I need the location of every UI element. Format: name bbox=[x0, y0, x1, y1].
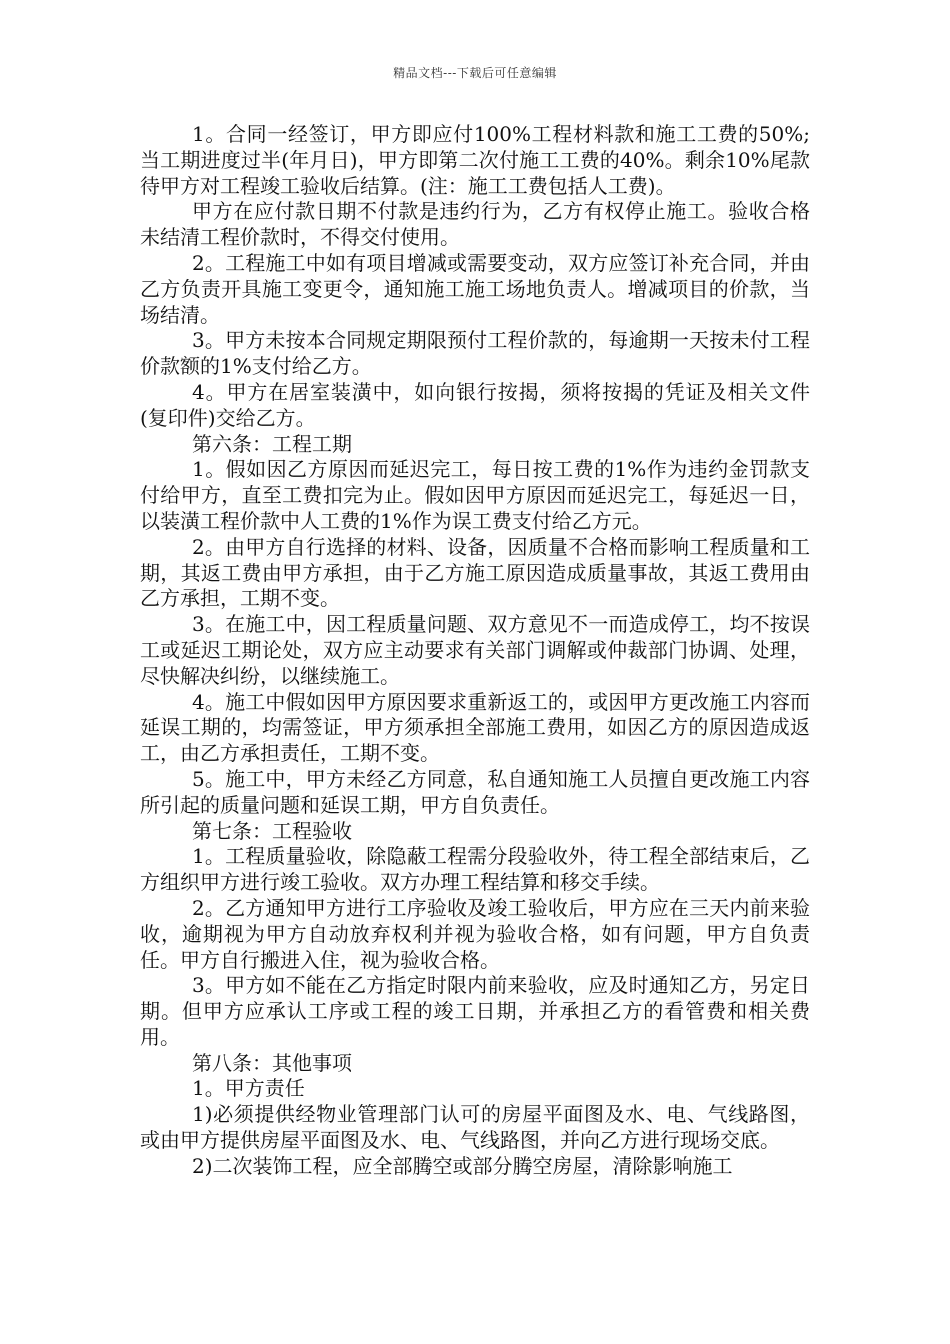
paragraph-schedule-2: 2。由甲方自行选择的材料、设备，因质量不合格而影响工程质量和工期，其返工费由甲方承担，由于乙方施工原因造成质量事故，其返工费用由乙方承担，工期不变。 bbox=[140, 534, 810, 611]
section-heading-8: 第八条：其他事项 bbox=[192, 1050, 352, 1075]
paragraph-party-a-1: 1)必须提供经物业管理部门认可的房屋平面图及水、电、气线路图，或由甲方提供房屋平面图及水、电、气线路图，并向乙方进行现场交底。 bbox=[140, 1102, 810, 1153]
paragraph-payment-default: 甲方在应付款日期不付款是违约行为，乙方有权停止施工。验收合格未结清工程价款时，不得交付使用。 bbox=[140, 199, 810, 250]
paragraph-schedule-3: 3。在施工中，因工程质量问题、双方意见不一而造成停工，均不按误工或延迟工期论处，双方应主动要求有关部门调解或仲裁部门协调、处理，尽快解决纠纷，以继续施工。 bbox=[140, 612, 810, 688]
paragraph-payment-2: 2。工程施工中如有项目增减或需要变动，双方应签订补充合同，并由乙方负责开具施工变更令，通知施工施工场地负责人。增减项目的价款，当场结清。 bbox=[140, 250, 810, 327]
section-heading-6: 第六条：工程工期 bbox=[192, 431, 352, 456]
paragraph-payment-4: 4。甲方在居室装潢中，如向银行按揭，须将按揭的凭证及相关文件(复印件)交给乙方。 bbox=[140, 379, 810, 430]
paragraph-schedule-5: 5。施工中，甲方未经乙方同意，私自通知施工人员擅自更改施工内容所引起的质量问题和延误工期，甲方自负责任。 bbox=[140, 766, 810, 817]
document-body bbox=[140, 122, 810, 1180]
paragraph-party-a-2: 2)二次装饰工程，应全部腾空或部分腾空房屋，清除影响施工 bbox=[192, 1153, 733, 1178]
paragraph-acceptance-3: 3。甲方如不能在乙方指定时限内前来验收，应及时通知乙方，另定日期。但甲方应承认工序或工程的竣工日期，并承担乙方的看管费和相关费用。 bbox=[140, 973, 810, 1049]
section-heading-7: 第七条：工程验收 bbox=[192, 818, 352, 843]
paragraph-payment-1: 1。合同一经签订，甲方即应付100%工程材料款和施工工费的50%;当工期进度过半(年月日)，甲方即第二次付施工工费的40%。剩余10%尾款待甲方对工程竣工验收后结算。(注：施工工费包括人工费)。 bbox=[140, 122, 810, 198]
paragraph-acceptance-2: 2。乙方通知甲方进行工序验收及竣工验收后，甲方应在三天内前来验收，逾期视为甲方自动放弃权利并视为验收合格，如有问题，甲方自负责任。甲方自行搬进入住，视为验收合格。 bbox=[140, 895, 810, 972]
paragraph-schedule-1: 1。假如因乙方原因而延迟完工，每日按工费的1%作为违约金罚款支付给甲方，直至工费扣完为止。假如因甲方原因而延迟完工，每延迟一日，以装潢工程价款中人工费的1%作为误工费支付给乙方元。 bbox=[140, 457, 810, 533]
paragraph-payment-3: 3。甲方未按本合同规定期限预付工程价款的，每逾期一天按未付工程价款额的1%支付给乙方。 bbox=[140, 328, 810, 379]
paragraph-acceptance-1: 1。工程质量验收，除隐蔽工程需分段验收外，待工程全部结束后，乙方组织甲方进行竣工验收。双方办理工程结算和移交手续。 bbox=[140, 844, 810, 895]
paragraph-schedule-4: 4。施工中假如因甲方原因要求重新返工的，或因甲方更改施工内容而延误工期的，均需签证，甲方须承担全部施工费用，如因乙方的原因造成返工，由乙方承担责任，工期不变。 bbox=[140, 689, 810, 766]
subsection-heading-party-a: 1。甲方责任 bbox=[192, 1076, 305, 1101]
page-header: 精品文档---下载后可任意编辑 bbox=[393, 66, 557, 80]
